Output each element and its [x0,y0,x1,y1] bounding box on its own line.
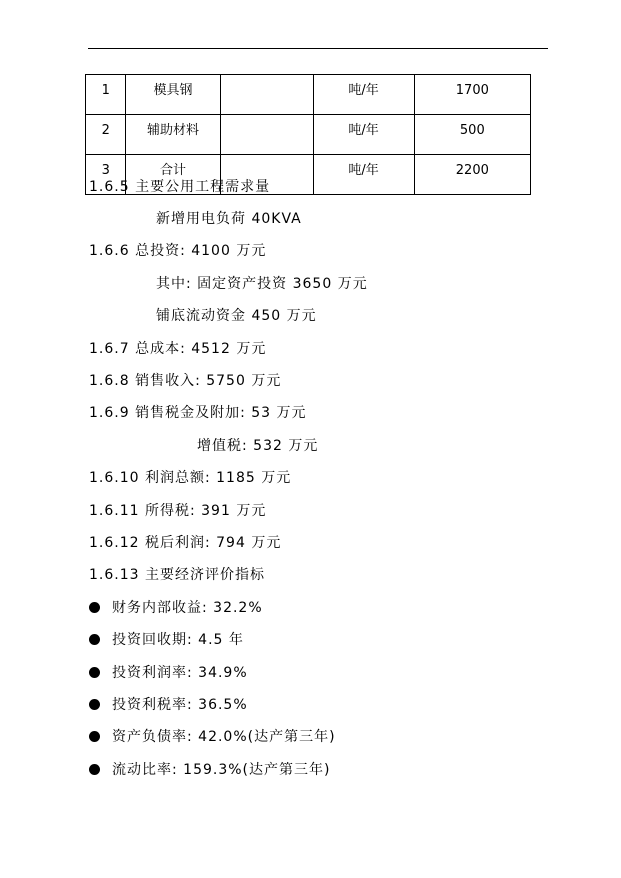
bullet-item [89,761,330,779]
item-name: 辅助材料 [126,115,220,155]
table-row [86,115,531,155]
bullet-dot-icon [89,602,100,613]
section-1-6-11: 1.6.11 所得税: 391 万元 [89,503,267,519]
bullet-text: 财务内部收益: 32.2% [112,600,263,616]
power-load: 新增用电负荷 40KVA [156,211,302,227]
unit-cell: 吨/年 [313,75,414,115]
bullet-dot-icon [89,731,100,742]
bullet-text: 投资回收期: 4.5 年 [112,632,244,648]
section-1-6-6: 1.6.6 总投资: 4100 万元 [89,243,267,259]
bullet-dot-icon [89,699,100,710]
bullet-dot-icon [89,667,100,678]
bullet-dot-icon [89,634,100,645]
row-number: 1 [86,75,126,115]
bullet-text: 投资利税率: 36.5% [112,697,248,713]
table-row [86,75,531,115]
bullet-item [89,696,248,714]
value-cell: 1700 [414,75,530,115]
section-1-6-7: 1.6.7 总成本: 4512 万元 [89,341,267,357]
row-number: 3 [86,155,126,195]
unit-cell: 吨/年 [313,115,414,155]
fixed-asset-investment: 其中: 固定资产投资 3650 万元 [156,276,368,292]
row-number: 2 [86,115,126,155]
bullet-item [89,664,248,682]
item-name: 合计 [126,155,220,195]
section-1-6-9: 1.6.9 销售税金及附加: 53 万元 [89,405,307,421]
blank-cell [220,115,313,155]
item-name: 模具钢 [126,75,220,115]
unit-cell: 吨/年 [313,155,414,195]
bullet-item [89,599,263,617]
value-cell: 2200 [414,155,530,195]
working-capital: 铺底流动资金 450 万元 [156,308,317,324]
section-1-6-13: 1.6.13 主要经济评价指标 [89,567,265,583]
value-cell: 500 [414,115,530,155]
section-1-6-5: 1.6.5 主要公用工程需求量 [89,179,271,195]
bullet-item [89,631,244,649]
blank-cell [220,75,313,115]
vat-line: 增值税: 532 万元 [197,438,319,454]
bullet-text: 资产负债率: 42.0%(达产第三年) [112,729,336,745]
section-1-6-10: 1.6.10 利润总额: 1185 万元 [89,470,292,486]
header-rule [88,48,548,49]
bullet-text: 流动比率: 159.3%(达产第三年) [112,762,331,778]
section-1-6-12: 1.6.12 税后利润: 794 万元 [89,535,282,551]
section-1-6-8: 1.6.8 销售收入: 5750 万元 [89,373,282,389]
materials-table [85,74,531,195]
bullet-item [89,728,336,746]
bullet-dot-icon [89,764,100,775]
bullet-text: 投资利润率: 34.9% [112,665,248,681]
